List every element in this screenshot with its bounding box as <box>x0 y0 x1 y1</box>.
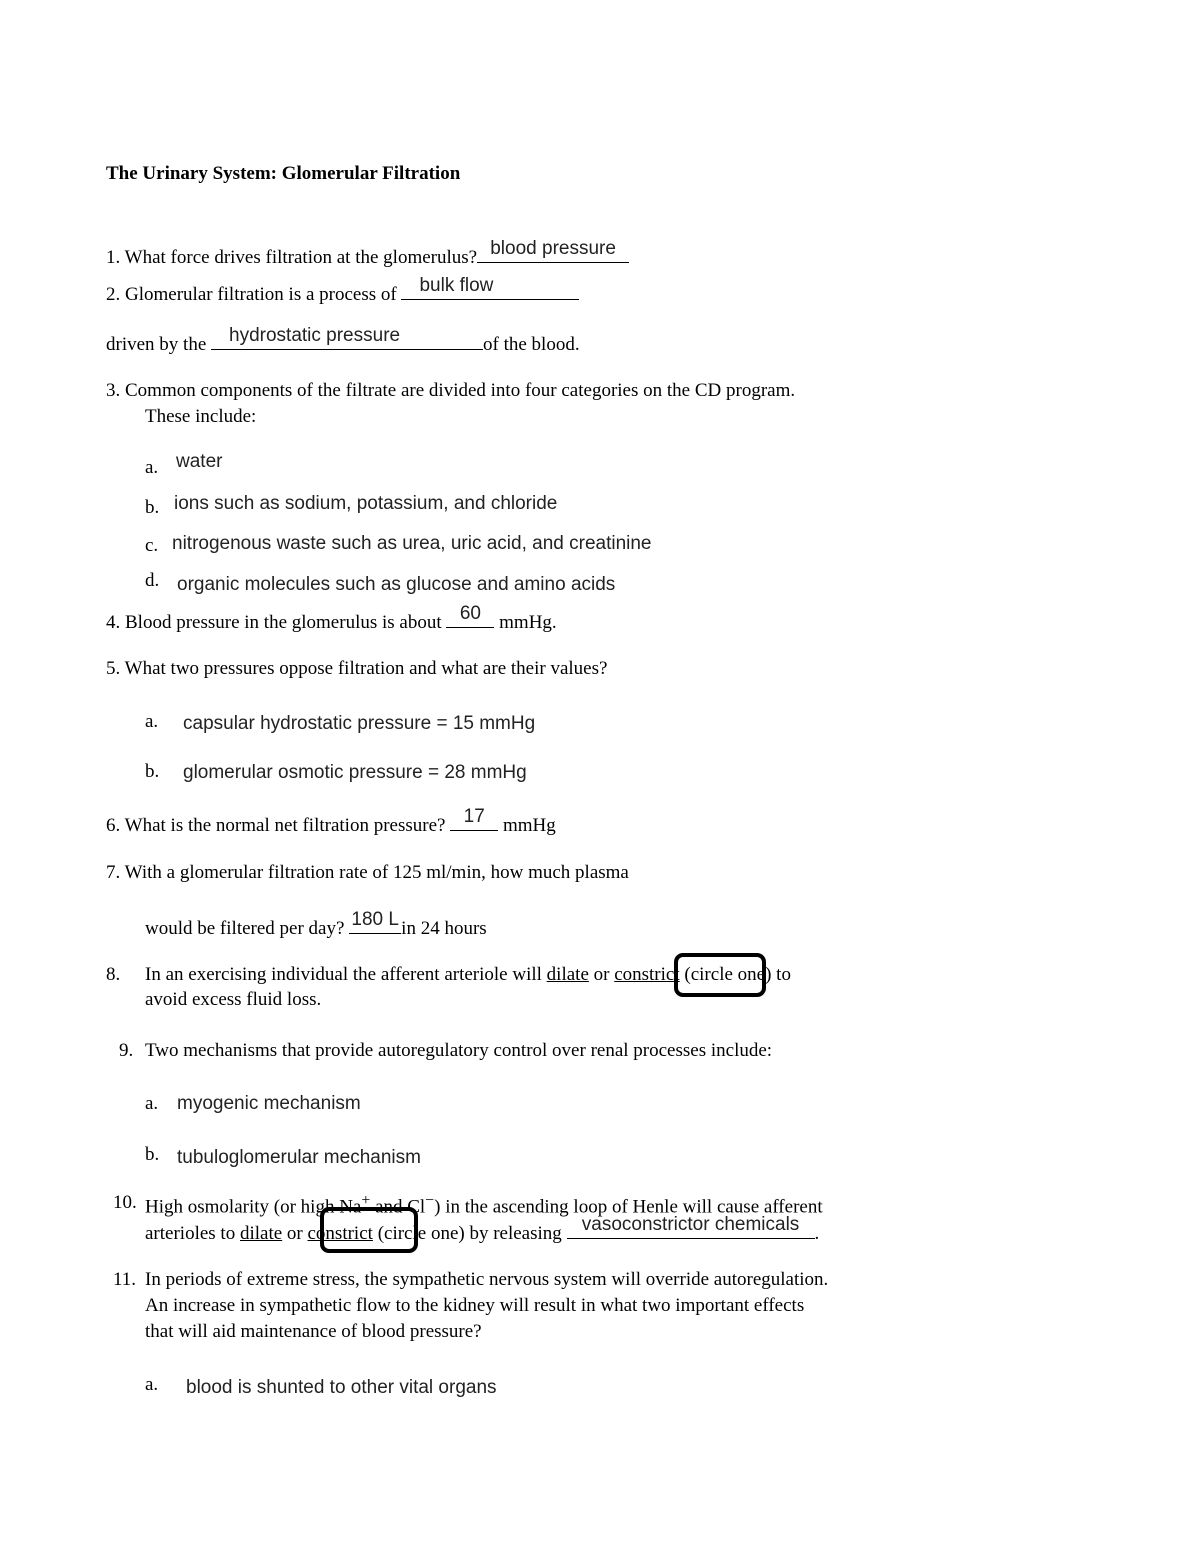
question-8-option-dilate[interactable]: dilate <box>546 964 589 985</box>
question-2-answer-2-field[interactable] <box>211 325 483 350</box>
question-2 <box>106 275 579 307</box>
q11-item-a-marker: a. <box>145 1374 159 1395</box>
q3-item-d-marker: d. <box>145 570 160 591</box>
question-2-text-3: of the blood. <box>483 334 580 355</box>
q5-item-b-marker: b. <box>145 761 160 782</box>
question-8-pre: In an exercising individual the afferent arteriole will <box>145 964 542 985</box>
q5-item-b-answer[interactable]: glomerular osmotic pressure = 28 mmHg <box>183 762 527 783</box>
question-10-line-1-post: ) in the ascending loop of Henle will cause afferent <box>434 1196 823 1218</box>
q9-item-a-marker: a. <box>145 1093 159 1114</box>
question-10-answer: vasoconstrictor chemicals <box>581 1214 800 1236</box>
question-8-post: (circle one) to <box>684 964 791 985</box>
question-6-answer-field[interactable] <box>450 806 498 831</box>
question-6-text: 6. What is the normal net filtration pressure? <box>106 815 446 836</box>
question-8-line-2: avoid excess fluid loss. <box>145 989 322 1010</box>
question-11-line-2: An increase in sympathetic flow to the kidney will result in what two important effects <box>145 1295 805 1316</box>
question-10-circle-mark <box>320 1207 418 1253</box>
question-10-option-dilate[interactable]: dilate <box>239 1223 283 1244</box>
q3-item-d-answer[interactable]: organic molecules such as glucose and amino acids <box>177 574 616 595</box>
q3-item-a-marker: a. <box>145 457 159 478</box>
question-4-text: 4. Blood pressure in the glomerulus is about <box>106 612 442 633</box>
question-6-unit: mmHg <box>502 815 556 836</box>
question-7-line-1: 7. With a glomerular filtration rate of 125 ml/min, how much plasma <box>106 862 629 883</box>
question-6-answer: 17 <box>463 806 485 828</box>
question-3-line-1: 3. Common components of the filtrate are divided into four categories on the CD program. <box>106 380 796 401</box>
question-10-option-constrict[interactable]: constrict <box>307 1223 373 1244</box>
q9-item-b-marker: b. <box>145 1144 160 1165</box>
question-10-period: . <box>814 1223 820 1244</box>
question-4-unit: mmHg. <box>499 612 557 633</box>
q3-item-b-answer[interactable]: ions such as sodium, potassium, and chloride <box>174 493 558 514</box>
q3-item-c-marker: c. <box>145 535 159 556</box>
question-4-answer: 60 <box>459 603 481 625</box>
question-10-or: or <box>286 1223 303 1244</box>
q9-item-b-answer[interactable]: tubuloglomerular mechanism <box>177 1147 421 1168</box>
question-10-line-1-mid: and Cl <box>370 1196 426 1218</box>
question-8-number: 8. <box>106 964 121 985</box>
question-2-continuation <box>106 325 580 357</box>
question-8-option-constrict[interactable]: constrict <box>614 964 680 985</box>
question-5-text: 5. What two pressures oppose filtration and what are their values? <box>106 658 608 679</box>
question-10-answer-field[interactable] <box>567 1214 815 1239</box>
q3-item-b-marker: b. <box>145 497 160 518</box>
question-2-text: 2. Glomerular filtration is a process of <box>106 284 397 305</box>
question-8-circle-mark <box>674 953 766 997</box>
question-10-line-2-pre: arterioles to <box>145 1223 236 1244</box>
question-2-answer-1-field[interactable] <box>401 275 579 300</box>
question-9-number: 9. <box>119 1040 134 1061</box>
question-7-answer: 180 L <box>351 909 399 931</box>
question-11-number: 11. <box>113 1269 137 1290</box>
question-1 <box>106 238 629 270</box>
question-4-answer-field[interactable] <box>446 603 494 628</box>
question-2-text-2: driven by the <box>106 334 207 355</box>
question-10-line-1-pre: High osmolarity (or high Na <box>145 1196 362 1218</box>
question-1-answer-field[interactable] <box>477 238 629 263</box>
question-3-line-2: These include: <box>145 406 257 427</box>
question-10-line-2 <box>145 1214 820 1246</box>
question-9-text: Two mechanisms that provide autoregulatory control over renal processes include: <box>145 1040 773 1061</box>
question-7-line-2-end: in 24 hours <box>401 918 487 939</box>
question-10-number: 10. <box>113 1192 137 1213</box>
question-10-line-2-mid: (circle one) by releasing <box>377 1223 562 1244</box>
chloride-minus-sign: − <box>425 1192 435 1209</box>
page-title: The Urinary System: Glomerular Filtration <box>106 163 461 184</box>
q3-item-a-answer[interactable]: water <box>176 451 223 472</box>
question-4 <box>106 603 557 635</box>
question-7-line-2 <box>145 909 487 941</box>
q11-item-a-answer[interactable]: blood is shunted to other vital organs <box>186 1377 497 1398</box>
question-11-line-3: that will aid maintenance of blood pressure? <box>145 1321 482 1342</box>
question-2-answer-2: hydrostatic pressure <box>229 325 401 347</box>
question-7-answer-field[interactable] <box>349 909 401 934</box>
question-8-or: or <box>593 964 610 985</box>
question-2-answer-1: bulk flow <box>419 275 494 297</box>
q3-item-c-answer[interactable]: nitrogenous waste such as urea, uric acid, and creatinine <box>172 533 652 554</box>
sodium-plus-sign: + <box>361 1192 371 1209</box>
q5-item-a-answer[interactable]: capsular hydrostatic pressure = 15 mmHg <box>183 713 536 734</box>
q5-item-a-marker: a. <box>145 711 159 732</box>
question-11-line-1: In periods of extreme stress, the sympathetic nervous system will override autoregulation. <box>145 1269 829 1290</box>
question-1-text: 1. What force drives filtration at the glomerulus? <box>106 247 478 268</box>
q9-item-a-answer[interactable]: myogenic mechanism <box>177 1093 361 1114</box>
question-7-line-2-text: would be filtered per day? <box>145 918 345 939</box>
question-6 <box>106 806 556 838</box>
question-1-answer: blood pressure <box>490 238 616 260</box>
